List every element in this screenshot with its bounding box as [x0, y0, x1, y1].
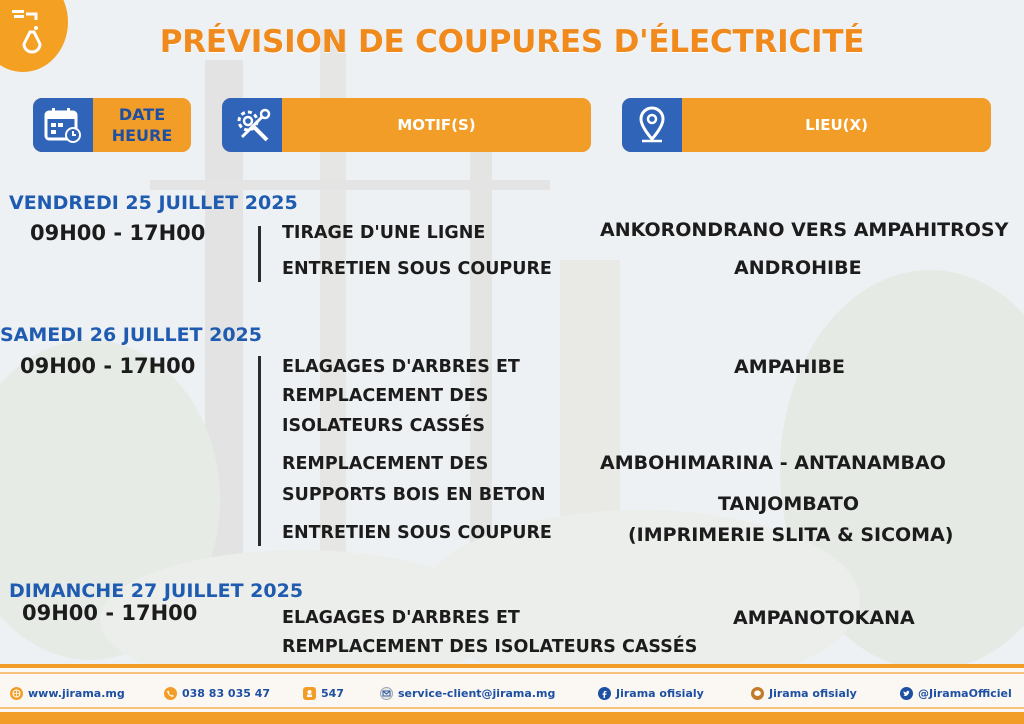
day-time: 09H00 - 17H00 [30, 221, 206, 245]
footer-stripe [0, 707, 1024, 709]
hotline-icon [303, 687, 316, 700]
heure-label: HEURE [111, 126, 173, 145]
twitter-text: @JiramaOfficiel [918, 686, 1012, 700]
motif-item: ISOLATEURS CASSÉS [282, 416, 485, 436]
divider [258, 226, 261, 282]
date-label: DATE [118, 105, 166, 124]
day-time: 09H00 - 17H00 [22, 601, 198, 625]
motif-item: ENTRETIEN SOUS COUPURE [282, 259, 552, 279]
lieu-item: AMPANOTOKANA [733, 607, 915, 629]
twitter-link[interactable] [900, 684, 1012, 702]
hotline-link[interactable] [303, 684, 344, 702]
phone-text: 038 83 035 47 [182, 686, 271, 700]
twitter-icon [900, 687, 913, 700]
lieu-item: TANJOMBATO [718, 493, 860, 515]
lieu-item: AMPAHIBE [734, 356, 845, 378]
day-date: DIMANCHE 27 JUILLET 2025 [9, 580, 304, 602]
day-date: VENDREDI 25 JUILLET 2025 [9, 192, 298, 214]
messenger-text: Jirama ofisialy [769, 686, 857, 700]
motif-item: REMPLACEMENT DES [282, 454, 489, 474]
date-heure-header [33, 98, 191, 152]
lieu-item: AMBOHIMARINA - ANTANAMBAO [600, 452, 946, 474]
hotline-text: 547 [321, 686, 344, 700]
lieu-item: (IMPRIMERIE SLITA & SICOMA) [628, 524, 954, 546]
motif-label: MOTIF(S) [397, 116, 476, 134]
phone-icon [164, 687, 177, 700]
website-link[interactable] [10, 684, 125, 702]
day-date: SAMEDI 26 JUILLET 2025 [0, 324, 263, 346]
email-text: service-client@jirama.mg [398, 686, 556, 700]
motif-item: REMPLACEMENT DES ISOLATEURS CASSÉS [282, 637, 698, 657]
gear-wrench-icon [222, 98, 282, 152]
motif-item: ELAGAGES D'ARBRES ET [282, 608, 520, 628]
email-link[interactable] [380, 684, 555, 702]
day-time: 09H00 - 17H00 [20, 354, 196, 378]
footer-stripe [0, 672, 1024, 674]
facebook-link[interactable] [598, 684, 704, 702]
facebook-icon [598, 687, 611, 700]
page-title: PRÉVISION DE COUPURES D'ÉLECTRICITÉ [159, 24, 865, 60]
motif-item: REMPLACEMENT DES [282, 386, 489, 406]
messenger-link[interactable] [751, 684, 857, 702]
motif-item: TIRAGE D'UNE LIGNE [282, 223, 486, 243]
motif-header [222, 98, 591, 152]
location-pin-icon [622, 98, 682, 152]
lieu-item: ANKORONDRANO VERS AMPAHITROSY [600, 219, 1009, 241]
lieu-item: ANDROHIBE [734, 257, 862, 279]
footer-stripe [0, 664, 1024, 668]
calendar-icon [33, 98, 93, 152]
facebook-text: Jirama ofisialy [616, 686, 704, 700]
lieu-label: LIEU(X) [805, 116, 868, 134]
website-text: www.jirama.mg [28, 686, 125, 700]
phone-link[interactable] [164, 684, 270, 702]
lieu-header [622, 98, 991, 152]
motif-item: ELAGAGES D'ARBRES ET [282, 357, 520, 377]
footer-stripe [0, 712, 1024, 724]
divider [258, 356, 261, 546]
motif-item: ENTRETIEN SOUS COUPURE [282, 523, 552, 543]
globe-icon [10, 687, 23, 700]
chat-icon [751, 687, 764, 700]
motif-item: SUPPORTS BOIS EN BETON [282, 485, 546, 505]
email-icon [380, 687, 393, 700]
